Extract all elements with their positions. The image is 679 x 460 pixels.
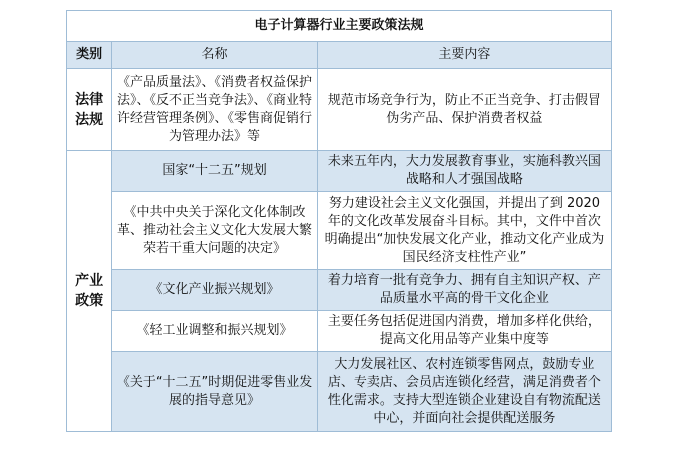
table-row [67, 311, 612, 352]
table-row [67, 352, 612, 432]
table-row [67, 270, 612, 311]
category-law: 法律 法规 [67, 69, 112, 151]
industry-content: 着力培育一批有竞争力、拥有自主知识产权、产品质量水平高的骨干文化企业 [317, 270, 611, 311]
law-content: 规范市场竞争行为，防止不正当竞争、打击假冒伪劣产品、保护消费者权益 [317, 69, 611, 151]
industry-name: 《中共中央关于深化文化体制改革、推动社会主义文化大发展大繁荣若干重大问题的决定》 [112, 192, 318, 270]
policy-table-container [66, 10, 612, 432]
industry-name: 《关于“十二五”时期促进零售业发展的指导意见》 [112, 352, 318, 432]
policy-table [66, 10, 612, 432]
table-row [67, 192, 612, 270]
header-category: 类别 [67, 42, 112, 69]
industry-content: 努力建设社会主义文化强国，并提出了到 2020 年的文化改革发展奋斗目标。其中，文件中首次明确提出“加快发展文化产业，推动文化产业成为国民经济支柱性产业” [317, 192, 611, 270]
table-row [67, 69, 612, 151]
table-title: 电子计算器行业主要政策法规 [67, 11, 612, 42]
industry-name: 国家“十二五”规划 [112, 151, 318, 192]
industry-name: 《文化产业振兴规划》 [112, 270, 318, 311]
header-row [67, 42, 612, 69]
law-name: 《产品质量法》、《消费者权益保护法》、《反不正当竞争法》、《商业特许经营管理条例》、《零售商促销行为管理办法》等 [112, 69, 318, 151]
header-content: 主要内容 [317, 42, 611, 69]
category-industry: 产业 政策 [67, 151, 112, 432]
industry-content: 大力发展社区、农村连锁零售网点，鼓励专业店、专卖店、会员店连锁化经营，满足消费者个性化需求。支持大型连锁企业建设自有物流配送中心，并面向社会提供配送服务 [317, 352, 611, 432]
header-name: 名称 [112, 42, 318, 69]
industry-name: 《轻工业调整和振兴规划》 [112, 311, 318, 352]
industry-content: 未来五年内，大力发展教育事业，实施科教兴国战略和人才强国战略 [317, 151, 611, 192]
table-row [67, 151, 612, 192]
industry-content: 主要任务包括促进国内消费，增加多样化供给，提高文化用品等产业集中度等 [317, 311, 611, 352]
